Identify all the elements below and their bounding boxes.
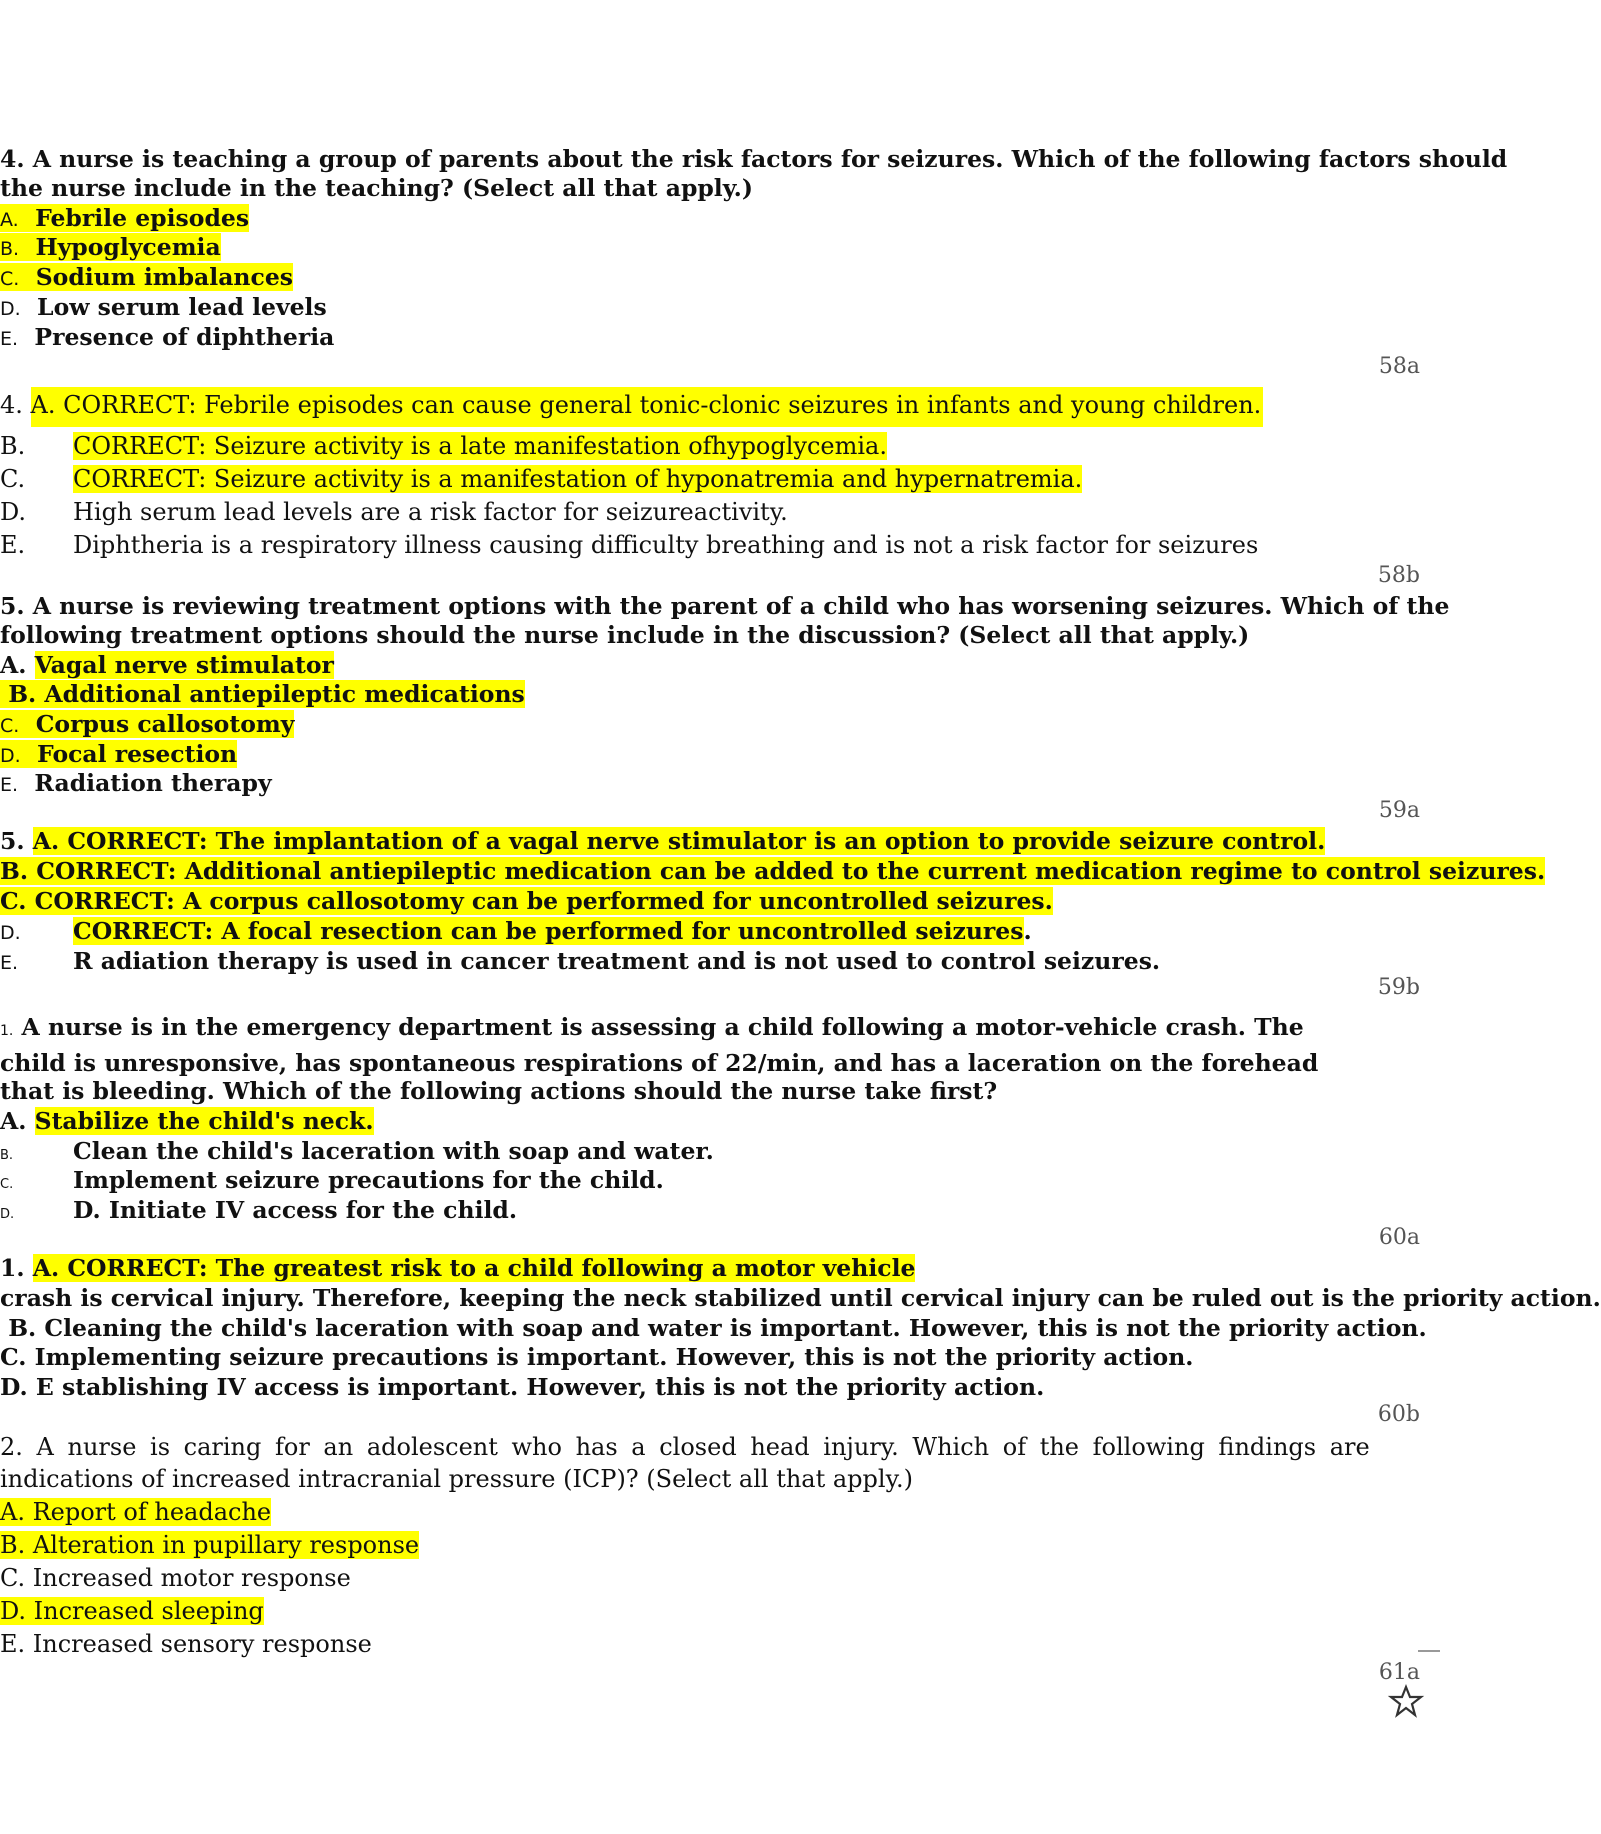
q1-stem-line-1: 1. A nurse is in the emergency department is assessing a child following a motor-vehicle crash. The bbox=[0, 1013, 1304, 1041]
q5-stem-line-2: following treatment options should the nurse include in the discussion? (Select all that apply.) bbox=[0, 621, 1250, 649]
a5-line-b: B. CORRECT: Additional antiepileptic medication can be added to the current medication regime to control seizures. bbox=[0, 857, 1546, 885]
q5-option-a: A. Vagal nerve stimulator bbox=[0, 651, 334, 679]
q2-option-d: D. Increased sleeping bbox=[0, 1597, 264, 1625]
a1-line-3: B. Cleaning the child's laceration with soap and water is important. However, this is not the priority action. bbox=[8, 1314, 1427, 1342]
q1-option-d: D. D. Initiate IV access for the child. bbox=[0, 1196, 518, 1224]
a4-line-d: D. High serum lead levels are a risk factor for seizureactivity. bbox=[0, 498, 788, 526]
q4-stem-line-2: the nurse include in the teaching? (Select all that apply.) bbox=[0, 174, 753, 202]
star-icon[interactable] bbox=[1388, 1685, 1424, 1717]
a4-line-e: E. Diphtheria is a respiratory illness causing difficulty breathing and is not a risk factor for seizures bbox=[0, 531, 1259, 559]
a4-line-a: 4. A. CORRECT: Febrile episodes can cause general tonic-clonic seizures in infants and young children. bbox=[0, 390, 1263, 420]
q1-stem-line-2: child is unresponsive, has spontaneous respirations of 22/min, and has a laceration on the forehead bbox=[0, 1049, 1319, 1077]
a5-line-a: 5. A. CORRECT: The implantation of a vagal nerve stimulator is an option to provide seizure control. bbox=[0, 827, 1326, 855]
q2-option-a: A. Report of headache bbox=[0, 1498, 272, 1526]
q1-option-a: A. Stabilize the child's neck. bbox=[0, 1107, 374, 1135]
a4-line-b: B. CORRECT: Seizure activity is a late manifestation ofhypoglycemia. bbox=[0, 432, 887, 460]
page-marker-60b: 60b bbox=[1377, 1402, 1420, 1427]
q1-option-b: B. Clean the child's laceration with soap and water. bbox=[0, 1137, 714, 1165]
q5-option-c: C. Corpus callosotomy bbox=[0, 710, 295, 738]
q2-option-c: C. Increased motor response bbox=[0, 1564, 351, 1592]
q1-stem-line-3: that is bleeding. Which of the following actions should the nurse take first? bbox=[0, 1077, 998, 1105]
q4-option-c: C. Sodium imbalances bbox=[0, 263, 294, 291]
a1-line-1: 1. A. CORRECT: The greatest risk to a child following a motor vehicle bbox=[0, 1254, 916, 1282]
q5-stem-line-1: 5. A nurse is reviewing treatment options with the parent of a child who has worsening seizures. Which of the bbox=[0, 592, 1450, 620]
page-marker-60a: 60a bbox=[1378, 1225, 1420, 1250]
q4-stem-line-1: 4. A nurse is teaching a group of parents about the risk factors for seizures. Which of the following factors should bbox=[0, 145, 1508, 173]
page-marker-61a: 61a bbox=[1378, 1660, 1420, 1685]
a1-line-5: D. E stablishing IV access is important. However, this is not the priority action. bbox=[0, 1373, 1045, 1401]
a5-line-d: D. CORRECT: A focal resection can be performed for uncontrolled seizures. bbox=[0, 917, 1032, 945]
q4-option-b: B. Hypoglycemia bbox=[0, 233, 221, 261]
q5-option-d: D. Focal resection bbox=[0, 740, 238, 768]
q5-option-b: B. Additional antiepileptic medications bbox=[0, 679, 525, 709]
q2-stem-line-2: indications of increased intracranial pressure (ICP)? (Select all that apply.) bbox=[0, 1465, 913, 1493]
a1-line-4: C. Implementing seizure precautions is important. However, this is not the priority action. bbox=[0, 1343, 1194, 1371]
corner-divider bbox=[1418, 1650, 1440, 1652]
page-marker-58b: 58b bbox=[1377, 563, 1420, 588]
q2-stem-line-1: 2. A nurse is caring for an adolescent who has a closed head injury. Which of the following findings are bbox=[0, 1433, 1370, 1461]
a1-line-2: crash is cervical injury. Therefore, keeping the neck stabilized until cervical injury can be ruled out is the priority action. bbox=[0, 1284, 1601, 1312]
q1-option-c: C. Implement seizure precautions for the child. bbox=[0, 1166, 664, 1194]
a5-line-e: E. R adiation therapy is used in cancer treatment and is not used to control seizures. bbox=[0, 947, 1161, 975]
page-marker-58a: 58a bbox=[1378, 354, 1420, 379]
a5-line-c: C. CORRECT: A corpus callosotomy can be performed for uncontrolled seizures. bbox=[0, 887, 1053, 915]
q5-option-e: E. Radiation therapy bbox=[0, 769, 272, 797]
q2-option-b: B. Alteration in pupillary response bbox=[0, 1531, 420, 1559]
page-marker-59a: 59a bbox=[1378, 798, 1420, 823]
page-marker-59b: 59b bbox=[1377, 975, 1420, 1000]
a4-line-c: C. CORRECT: Seizure activity is a manifestation of hyponatremia and hypernatremia. bbox=[0, 465, 1083, 493]
q4-option-a: A. Febrile episodes bbox=[0, 204, 250, 232]
q2-option-e: E. Increased sensory response bbox=[0, 1630, 372, 1658]
q4-option-d: D. Low serum lead levels bbox=[0, 293, 327, 321]
q4-option-e: E. Presence of diphtheria bbox=[0, 323, 335, 351]
